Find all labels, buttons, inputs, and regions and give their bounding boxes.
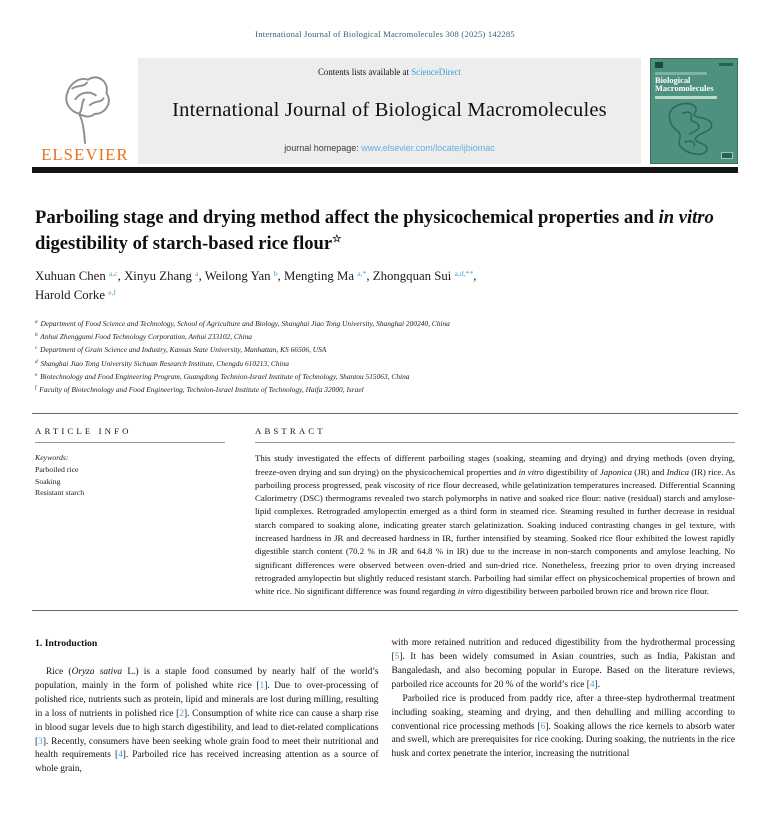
journal-article-page xyxy=(0,29,770,818)
text-segment: a xyxy=(195,269,199,279)
text-segment: , Xinyu Zhang xyxy=(117,269,196,283)
citation-ref-link[interactable]: 3 xyxy=(38,736,43,747)
sciencedirect-link[interactable]: ScienceDirect xyxy=(411,67,461,77)
text-segment: Anhui Zhenggumi Food Technology Corporation, Anhui 233102, China xyxy=(38,332,252,342)
affiliation-line xyxy=(35,358,735,371)
text-segment: a,* xyxy=(357,269,367,279)
affiliations xyxy=(35,318,735,397)
abstract-heading: ABSTRACT xyxy=(255,426,326,437)
text-segment: Faculty of Biotechnology and Food Engineering, Technion-Israel Institute of Technology, Haifa 32000, Israel xyxy=(37,385,364,395)
text-segment: , Zhongquan Sui xyxy=(366,269,455,283)
affiliation-line xyxy=(35,318,735,331)
authors-line-2 xyxy=(35,287,735,306)
citation-ref-link[interactable]: 1 xyxy=(259,681,265,692)
text-segment: Oryza sativa xyxy=(71,667,123,678)
affiliation-line xyxy=(35,331,735,344)
affiliation-line xyxy=(35,371,735,384)
text-segment: d xyxy=(35,358,38,365)
text-segment: This study investigated the effects of different parboiling stages (soaking, steaming and drying) and drying methods (oven drying, freeze-oven drying and sun drying) on the physicochemical properties and xyxy=(255,453,735,477)
text-segment: digestibility of starch-based rice flour xyxy=(35,232,333,254)
cover-top-row xyxy=(655,62,733,68)
text-segment: a,c xyxy=(108,269,118,279)
text-segment: Japonica xyxy=(599,466,632,477)
masthead-divider-bar xyxy=(32,167,738,173)
contents-line xyxy=(144,67,635,77)
citation-ref-link[interactable]: 2 xyxy=(179,708,184,719)
citation-ref-link[interactable]: 4 xyxy=(589,680,595,691)
journal-homepage-link[interactable]: www.elsevier.com/locate/ijbiomac xyxy=(361,143,495,153)
authors-line-1 xyxy=(35,268,735,287)
text-segment: ]. xyxy=(594,680,601,691)
homepage-line xyxy=(144,143,635,153)
text-segment: digestibility of xyxy=(543,466,600,477)
text-segment: Biotechnology and Food Engineering Program, Guangdong Technion-Israel Institute of Technology, Shantou 515063, China xyxy=(38,371,410,381)
homepage-prefix: journal homepage: xyxy=(284,143,362,153)
text-segment: , Mengting Ma xyxy=(277,269,358,283)
text-segment: Xuhuan Chen xyxy=(35,269,109,283)
text-segment: , xyxy=(473,269,477,283)
text-segment: e,f xyxy=(108,287,117,297)
cover-subtitle-bar xyxy=(655,96,717,99)
journal-cover-thumbnail[interactable] xyxy=(650,58,738,164)
article-info-rule xyxy=(35,442,225,443)
affiliation-line xyxy=(35,384,735,397)
text-segment: ☆ xyxy=(332,233,342,245)
journal-citation-header: International Journal of Biological Macromolecules 308 (2025) 142285 xyxy=(255,29,515,39)
article-header xyxy=(35,205,735,397)
keyword-item: Soaking xyxy=(35,476,61,486)
keyword-item: Parboiled rice xyxy=(35,465,79,475)
text-segment: f xyxy=(35,385,37,392)
text-segment: ]. It has been widely comsumed in Asian countries, such as India, Pakistan and Bangaledash, and also becoming popular in Europe. Based on the literature reviews, parboiled rice accounts for 20 % of the world’s rice [ xyxy=(391,652,735,691)
cover-series-bar xyxy=(655,72,707,75)
text-segment: (JR) and xyxy=(631,466,667,477)
text-segment: ]. Parboiled rice has received increasing attention as a source of whole grain, xyxy=(35,750,379,775)
text-segment: Indica xyxy=(666,466,689,477)
text-segment: Department of Food Science and Technology, School of Agriculture and Biology, Shanghai Jiao Tong University, Shanghai 200240, China xyxy=(38,319,450,328)
text-segment: L.) is a staple food consumed by nearly half of the world’s population, mainly in the form of polished white rice [ xyxy=(35,667,379,692)
text-segment: digestibility between parboiled brown rice and brown rice flour. xyxy=(482,586,709,597)
keyword-item: Resistant starch xyxy=(35,488,85,498)
article-info-abstract-panel xyxy=(32,413,738,611)
body-right-column xyxy=(392,637,736,777)
text-segment: e xyxy=(35,371,38,378)
elsevier-wordmark: ELSEVIER xyxy=(41,145,129,164)
authors-block xyxy=(35,268,735,305)
keywords-label: Keywords: xyxy=(35,453,69,463)
text-segment: b xyxy=(35,332,38,339)
cover-title-line1: Biological xyxy=(655,75,691,85)
text-segment: ]. Soaking allows the rice kernels to absorb water and swell, which are prerequisites for rice cooking. During soaking, the nutrients in the rice husk and cortex penetrate the interior, increasing the nutritional xyxy=(391,721,735,760)
abstract-rule xyxy=(255,442,735,443)
section-1-heading: 1. Introduction xyxy=(35,638,98,650)
text-segment: Shanghai Jiao Tong University Sichuan Research Institute, Chengdu 610213, China xyxy=(38,358,289,368)
cover-title-line2: Macromolecules xyxy=(655,84,714,94)
introduction-section xyxy=(35,637,735,777)
keywords-list xyxy=(35,464,225,499)
text-segment: (IR) rice. As parboiling process progressed, peak viscosity of rice flour decreased, while gelatinization temperatures increased. Differential Scanning Calorimetry (DSC) thermograms revealed two starch polymorphs in native and soaked rice flour: native (residual) starch and amylose-lipid complexes. Retrograded amylopectin emerged as a third form in steamed rice. Steaming resulted in further decrease in residual starch compared to soaking alone, indicating greater starch gelatinization. Soaking induced contrasting changes in gel texture, with increased hardness in JR and decreased hardness in IR, further intensified by steaming. Soaked rice flour exhibited the lowest rapidly digestible starch content (70.2 % in JR and 64.8 % in IR) due to the increase in non-starch components and amylose leaching. No significant differences were observed between oven-dried and sun-dried rice. Nonetheless, freezing prior to oven drying increased retrograded amylopectin but slightly reduced resistant starch. Parboiling had similar effect on physicochemical properties of brown and white rice. No significant difference was found regarding xyxy=(255,466,735,597)
cover-molecule-illustration xyxy=(655,100,733,158)
citation-ref-link[interactable]: 5 xyxy=(394,652,400,663)
elsevier-tree-icon xyxy=(46,70,124,146)
citation-ref-link[interactable]: 4 xyxy=(118,750,123,761)
contents-prefix: Contents lists available at xyxy=(318,67,412,77)
text-segment: a xyxy=(35,319,38,325)
cover-logo-mark xyxy=(655,62,663,68)
text-segment: in vitro xyxy=(658,207,714,228)
cover-publisher-badge xyxy=(721,152,733,159)
text-segment: , Weilong Yan xyxy=(198,269,274,283)
body-left-column xyxy=(35,637,379,777)
text-segment: b xyxy=(273,269,278,279)
abstract-text xyxy=(255,452,735,598)
text-segment: Rice ( xyxy=(46,667,72,678)
text-segment: Department of Grain Science and Industry, Kansas State University, Manhattan, KS 66506, USA xyxy=(38,345,327,355)
journal-title: International Journal of Biological Macromolecules xyxy=(172,98,607,121)
text-segment: in vitro xyxy=(518,466,544,477)
text-segment: Parboiling stage and drying method affect the physicochemical properties and xyxy=(35,207,659,228)
intro-paragraph-1 xyxy=(35,666,379,777)
text-segment: Harold Corke xyxy=(35,287,109,302)
text-segment: with more retained nutrition and reduced digestibility from the hydrothermal processing [ xyxy=(391,638,735,663)
cover-volume-bar xyxy=(719,63,733,66)
text-segment: Parboiled rice is produced from paddy rice, after a three-step hydrothermal treatment including soaking, steaming and drying, and then dehulling and milling according to conventional rice processing methods [ xyxy=(391,693,735,732)
text-segment: in vitro xyxy=(457,586,483,597)
abstract-panel xyxy=(255,426,735,598)
masthead xyxy=(32,58,738,164)
text-segment: ]. Consumption of white rice can cause a sharp rise in blood sugar levels due to high starch digestibility, and lead to diet-related complications [ xyxy=(35,708,379,747)
citation-ref-link[interactable]: 6 xyxy=(540,721,546,732)
affiliation-line xyxy=(35,344,735,357)
article-info-panel xyxy=(35,426,225,598)
elsevier-logo[interactable] xyxy=(32,58,138,164)
text-segment: ]. Due to over-processing of polished rice, nutrients such as protein, lipid and minerals are lost during milling, resulting in a loss of nutrients in polished rice [ xyxy=(35,681,379,719)
intro-paragraph-1-continued xyxy=(392,637,736,692)
text-segment: a,d,** xyxy=(454,269,474,279)
intro-paragraph-2 xyxy=(392,693,736,762)
text-segment: ]. Recently, consumers have been seeking whole grain food to meet their nutritional and health requirements [ xyxy=(35,736,379,761)
article-info-heading: ARTICLE INFO xyxy=(35,426,132,437)
text-segment: c xyxy=(35,345,38,352)
journal-banner xyxy=(138,58,641,164)
paper-title xyxy=(35,205,735,259)
